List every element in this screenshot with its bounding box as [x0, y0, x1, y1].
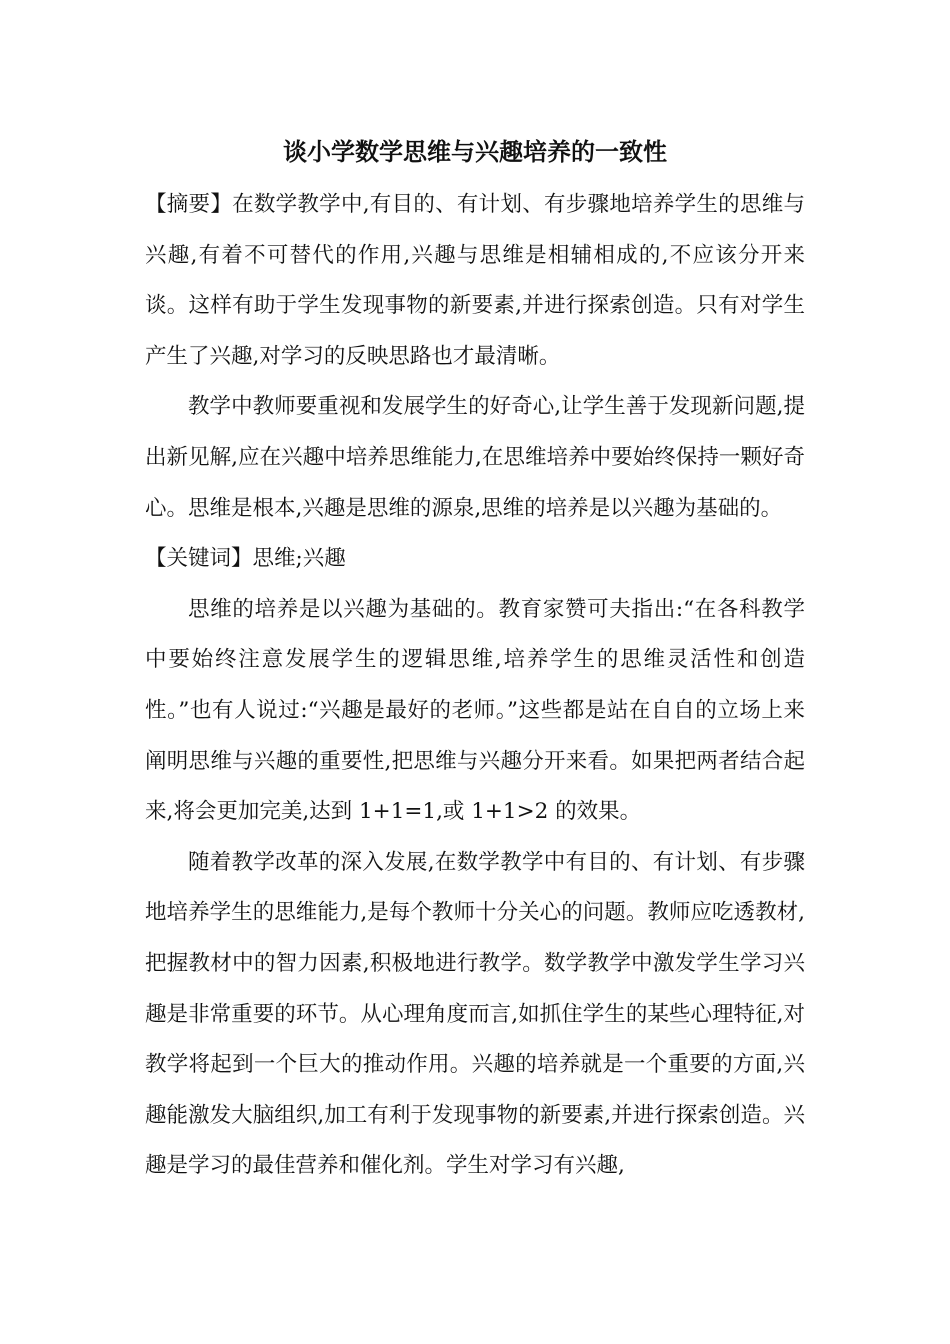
body-paragraph-2: 随着教学改革的深入发展,在数学教学中有目的、有计划、有步骤地培养学生的思维能力,是每个教师十分关心的问题。教师应吃透教材,把握教材中的智力因素,积极地进行教学。数学教学中激发学生学习兴趣是非常重要的环节。从心理角度而言,如抓住学生的某些心理特征,对教学将起到一个巨大的推动作用。兴趣的培养就是一个重要的方面,兴趣能激发大脑组织,加工有利于发现事物的新要素,并进行探索创造。兴趣是学习的最佳营养和催化剂。学生对学习有兴趣, [145, 849, 805, 1179]
abstract-paragraph-2: 教学中教师要重视和发展学生的好奇心,让学生善于发现新问题,提出新见解,应在兴趣中培养思维能力,在思维培养中要始终保持一颗好奇心。思维是根本,兴趣是思维的源泉,思维的培养是以兴趣为基础的。 [145, 394, 805, 521]
abstract-paragraph: 【摘要】在数学教学中,有目的、有计划、有步骤地培养学生的思维与兴趣,有着不可替代的作用,兴趣与思维是相辅相成的,不应该分开来谈。这样有助于学生发现事物的新要素,并进行探索创造。只有对学生产生了兴趣,对学习的反映思路也才最清晰。 [145, 192, 805, 369]
document-title: 谈小学数学思维与兴趣培养的一致性 [283, 137, 667, 166]
document-body [145, 180, 805, 1192]
body-paragraph-1: 思维的培养是以兴趣为基础的。教育家赞可夫指出:“在各科教学中要始终注意发展学生的逻辑思维,培养学生的思维灵活性和创造性。”也有人说过:“兴趣是最好的老师。”这些都是站在自自的立场上来阐明思维与兴趣的重要性,把思维与兴趣分开来看。如果把两者结合起来,将会更加完美,达到 1+1=1,或 1+1>2 的效果。 [145, 596, 805, 825]
keywords-line: 【关键词】思维;兴趣 [145, 546, 346, 572]
